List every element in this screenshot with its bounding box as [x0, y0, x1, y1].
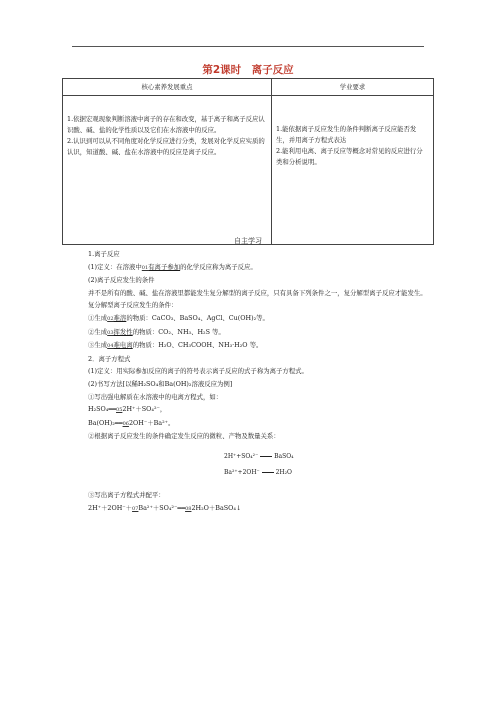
arrow-icon	[262, 472, 274, 473]
step-2: ②根据离子反应发生的条件确定发生反应的微粒、产物及数量关系：	[88, 432, 280, 441]
scheme-row-2: Ba²⁺+2OH⁻ 2H₂O	[224, 468, 292, 476]
step-3: ③写出离子方程式并配平：	[88, 490, 165, 499]
heading-ion-equation: 2．离子方程式	[88, 354, 131, 363]
blank-answer: 有离子参加	[148, 262, 181, 271]
requirements-table	[62, 78, 434, 245]
requirements-cell	[272, 96, 434, 245]
ionization-1: H₂SO₄══052H⁺＋SO₄²⁻，	[88, 405, 167, 414]
scheme-row-1: 2H⁺+SO₄²⁻ BaSO₄	[224, 452, 294, 460]
step-1: ①写出强电解质在水溶液中的电离方程式，如：	[88, 392, 223, 401]
reaction-scheme	[62, 443, 434, 489]
final-equation: 2H⁺＋2OH⁻＋07Ba²⁺＋SO₄²⁻══082H₂O＋BaSO₄↓	[88, 503, 242, 512]
equation-method: (2)书写方法[以稀H₂SO₄和Ba(OH)₂溶液反应为例]	[88, 379, 233, 388]
core-point-2: 2.认识到可以从不同角度对化学反应进行分类，发展对化学反应实质的认识，知道酸、碱、盐在水溶液中的反应是离子反应。	[67, 137, 265, 156]
condition-3: ③生成04难电离的物质：H₂O、CH₃COOH、NH₃·H₂O 等。	[88, 341, 263, 350]
section-title: 自主学习	[234, 237, 262, 245]
blank-number: 01	[141, 264, 149, 271]
condition-2: ②生成03挥发性的物质：CO₂、NH₃、H₂S 等。	[88, 327, 225, 336]
condition-1: ①生成02难溶的物质：CaCO₃、BaSO₄、AgCl、Cu(OH)₂等。	[88, 313, 269, 322]
heading-ion-reaction: 1.离子反应	[88, 250, 120, 258]
ionization-2: Ba(OH)₂══062OH⁻＋Ba²⁺。	[88, 418, 175, 427]
table-header-requirement: 学业要求	[272, 79, 434, 96]
header-rule	[72, 46, 424, 47]
lesson-title: 第2课时 离子反应	[202, 64, 294, 76]
arrow-icon	[260, 456, 272, 457]
condition-subtitle: 复分解型离子反应发生的条件：	[88, 301, 178, 310]
definition-line: (1)定义：在溶液中01有离子参加的化学反应称为离子反应。	[88, 262, 257, 271]
condition-title: (2)离子反应发生的条件	[88, 276, 155, 285]
core-point-1: 1.依据宏观现象判断溶液中离子的存在和改变，基于离子和离子反应认识酸、碱、盐的化学性质以及它们在水溶液中的反应。	[67, 115, 265, 134]
table-header-core: 核心素养发展重点	[63, 79, 272, 96]
condition-text: 并不是所有的酸、碱、盐在溶液里都能发生复分解型的离子反应，只有具备下列条件之一，复分解型离子反应才能发生。	[88, 288, 427, 297]
requirement-2: 2.能利用电离、离子反应等概念对常见的反应进行分类和分析说明。	[276, 147, 423, 166]
section-body	[62, 248, 434, 515]
core-points-cell	[63, 96, 272, 245]
equation-definition: (1)定义：用实际参加反应的离子的符号表示离子反应的式子称为离子方程式。	[88, 367, 308, 376]
requirement-1: 1.能依据离子反应发生的条件判断离子反应能否发生，并用离子方程式表达	[276, 125, 417, 144]
